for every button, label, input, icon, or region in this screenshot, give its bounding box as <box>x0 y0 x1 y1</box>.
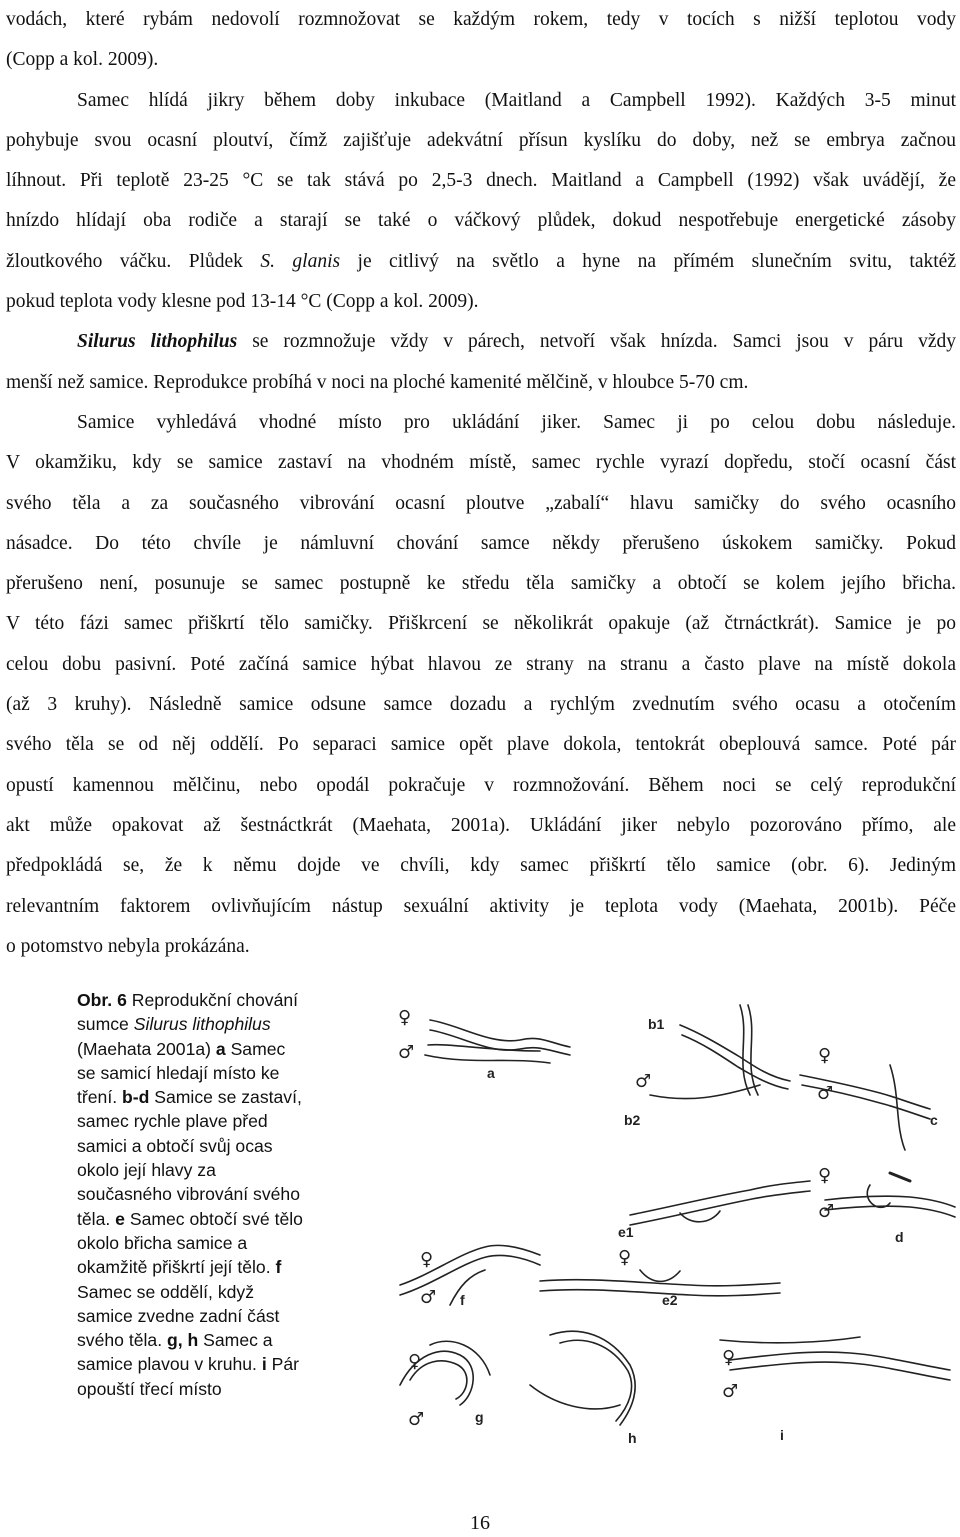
text-line: relevantním faktorem ovlivňujícím nástup sexuální aktivity je teplota vody (Maehata, 2001b). Péče <box>6 895 956 917</box>
text-line: menší než samice. Reprodukce probíhá v noci na ploché kamenité mělčině, v hloubce 5-70 cm. <box>6 371 749 393</box>
panel-c-drawing <box>800 1065 930 1150</box>
text-line: svého těla se od něj oddělí. Po separaci samice opět plave dokola, tentokrát obeplouvá samce. Poté pár <box>6 734 956 756</box>
caption-line: okamžitě přiškrtí její tělo. f <box>77 1257 282 1278</box>
female-symbol: ♀ <box>408 1351 422 1372</box>
male-symbol: ♂ <box>398 1042 415 1063</box>
text-line: pokud teplota vody klesne pod 13-14 °C (Copp a kol. 2009). <box>6 291 479 313</box>
text-line: hnízdo hlídají oba rodiče a starají se také o váčkový plůdek, dokud nespotřebuje energetické zásoby <box>6 210 956 232</box>
panel-i-drawing <box>720 1337 950 1380</box>
caption-line: okolo břicha samice a <box>77 1232 248 1253</box>
panel-e2-drawing <box>540 1270 780 1296</box>
caption-line: sumce Silurus lithophilus <box>77 1014 271 1035</box>
figure-caption <box>77 988 367 1401</box>
text-line: V okamžiku, kdy se samice zastaví na vhodném místě, samec rychle vyrazí dopředu, stočí ocasní část <box>6 452 956 474</box>
panel-label-a: a <box>487 1065 495 1081</box>
text-line: celou dobu pasivní. Poté začíná samice hýbat hlavou ze strany na stranu a často plave na místě dokola <box>6 653 956 675</box>
caption-line: Samec se oddělí, když <box>77 1281 255 1302</box>
panel-label-h: h <box>628 1430 637 1446</box>
male-symbol: ♂ <box>408 1409 425 1430</box>
caption-line: samice zvedne zadní část <box>77 1305 280 1326</box>
panel-e1-drawing <box>630 1181 810 1225</box>
female-symbol: ♀ <box>818 1045 832 1066</box>
caption-line: okolo její hlavy za <box>77 1160 216 1181</box>
caption-line: tření. b-d Samice se zastaví, <box>77 1087 302 1108</box>
panel-label-d: d <box>895 1229 904 1245</box>
text-line: pohybuje svou ocasní ploutví, čímž zajišťuje adekvátní přísun kyslíku do doby, než se embrya začnou <box>6 129 956 151</box>
text-line: předpokládá se, že k němu dojde ve chvíli, kdy samec přiškrtí tělo samice (obr. 6). Jediným <box>6 855 956 877</box>
paragraph-3 <box>6 322 956 403</box>
text-line: líhnout. Při teplotě 23-25 °C se tak stává po 2,5-3 dnech. Maitland a Campbell (1992) však uvádějí, že <box>6 170 956 192</box>
text-line: přerušeno není, posunuje se samec postupně ke středu těla samičky a obtočí se kolem jejího břicha. <box>6 573 956 595</box>
panel-b-drawing <box>650 1005 790 1099</box>
panel-label-b2: b2 <box>624 1112 641 1128</box>
text-line: akt může opakovat až šestnáctkrát (Maehata, 2001a). Ukládání jiker nebylo pozorováno přímo, ale <box>6 814 956 836</box>
sex-symbols <box>398 1007 834 1430</box>
paragraph-4 <box>6 403 956 967</box>
caption-line: současného vibrování svého <box>77 1184 300 1205</box>
panel-labels <box>460 1016 938 1446</box>
text-line: žloutkového váčku. Plůdek S. glanis je citlivý na světlo a hyne na přímém slunečním svitu, taktéž <box>6 250 956 272</box>
panel-label-e2: e2 <box>662 1292 678 1308</box>
panel-a-drawing <box>425 1020 570 1063</box>
panel-label-i: i <box>780 1427 784 1443</box>
caption-line: svého těla. g, h Samec a <box>77 1330 273 1351</box>
panel-d-drawing <box>825 1173 955 1217</box>
caption-line: se samicí hledají místo ke <box>77 1062 280 1083</box>
caption-line: samec rychle plave před <box>77 1111 268 1132</box>
text-line: opustí kamennou mělčinu, nebo opodál pokračuje v rozmnožování. Během noci se celý reprodukční <box>6 774 956 796</box>
text-line: násadce. Do této chvíle je námluvní chování samce někdy přerušeno úskokem samičky. Pokud <box>6 532 956 554</box>
panel-label-e1: e1 <box>618 1224 634 1240</box>
female-symbol: ♀ <box>722 1347 736 1368</box>
female-symbol: ♀ <box>818 1165 832 1186</box>
caption-line: samice plavou v kruhu. i Pár <box>77 1354 299 1375</box>
male-symbol: ♂ <box>722 1381 739 1402</box>
male-symbol: ♂ <box>818 1201 835 1222</box>
panel-label-c: c <box>930 1112 938 1128</box>
caption-line: Obr. 6 Reprodukční chování <box>77 990 299 1010</box>
text-line: svého těla a za současného vibrování ocasní ploutve „zabalí“ hlavu samičky do svého ocasního <box>6 492 956 514</box>
panel-h-drawing <box>530 1331 635 1425</box>
female-symbol: ♀ <box>398 1007 412 1028</box>
text-line: (až 3 kruhy). Následně samice odsune samce dozadu a rychlým zvednutím svého ocasu a otočením <box>6 694 956 716</box>
text-line: Silurus lithophilus se rozmnožuje vždy v párech, netvoří však hnízda. Samci jsou v páru vždy <box>77 331 956 353</box>
body-text <box>6 0 956 967</box>
panel-label-g: g <box>475 1409 484 1425</box>
female-symbol: ♀ <box>420 1249 434 1270</box>
panel-label-b1: b1 <box>648 1016 665 1032</box>
text-line: Samec hlídá jikry během doby inkubace (Maitland a Campbell 1992). Každých 3-5 minut <box>77 89 956 111</box>
paragraph-2 <box>6 81 956 323</box>
male-symbol: ♂ <box>420 1287 437 1308</box>
male-symbol: ♂ <box>635 1071 652 1092</box>
page-number: 16 <box>470 1512 490 1534</box>
caption-line: opouští třecí místo <box>77 1378 222 1399</box>
text-line: Samice vyhledává vhodné místo pro ukládání jiker. Samec ji po celou dobu následuje. <box>77 411 956 433</box>
text-line: o potomstvo nebyla prokázána. <box>6 935 250 957</box>
caption-line: těla. e Samec obtočí své tělo <box>77 1208 303 1229</box>
text-line: (Copp a kol. 2009). <box>6 49 159 71</box>
catfish-mating-figure <box>390 985 960 1450</box>
female-symbol: ♀ <box>618 1247 632 1268</box>
panel-label-f: f <box>460 1292 465 1308</box>
caption-line: (Maehata 2001a) a Samec <box>77 1038 286 1059</box>
text-line: V této fázi samec přiškrtí tělo samičky. Přiškrcení se několikrát opakuje (až čtrnáctkrát). Samice je po <box>6 613 956 635</box>
paragraph-1 <box>6 0 956 81</box>
text-line: vodách, které rybám nedovolí rozmnožovat se každým rokem, tedy v tocích s nižší teplotou vody <box>6 9 956 30</box>
male-symbol: ♂ <box>817 1083 834 1104</box>
caption-line: samici a obtočí svůj ocas <box>77 1135 273 1156</box>
